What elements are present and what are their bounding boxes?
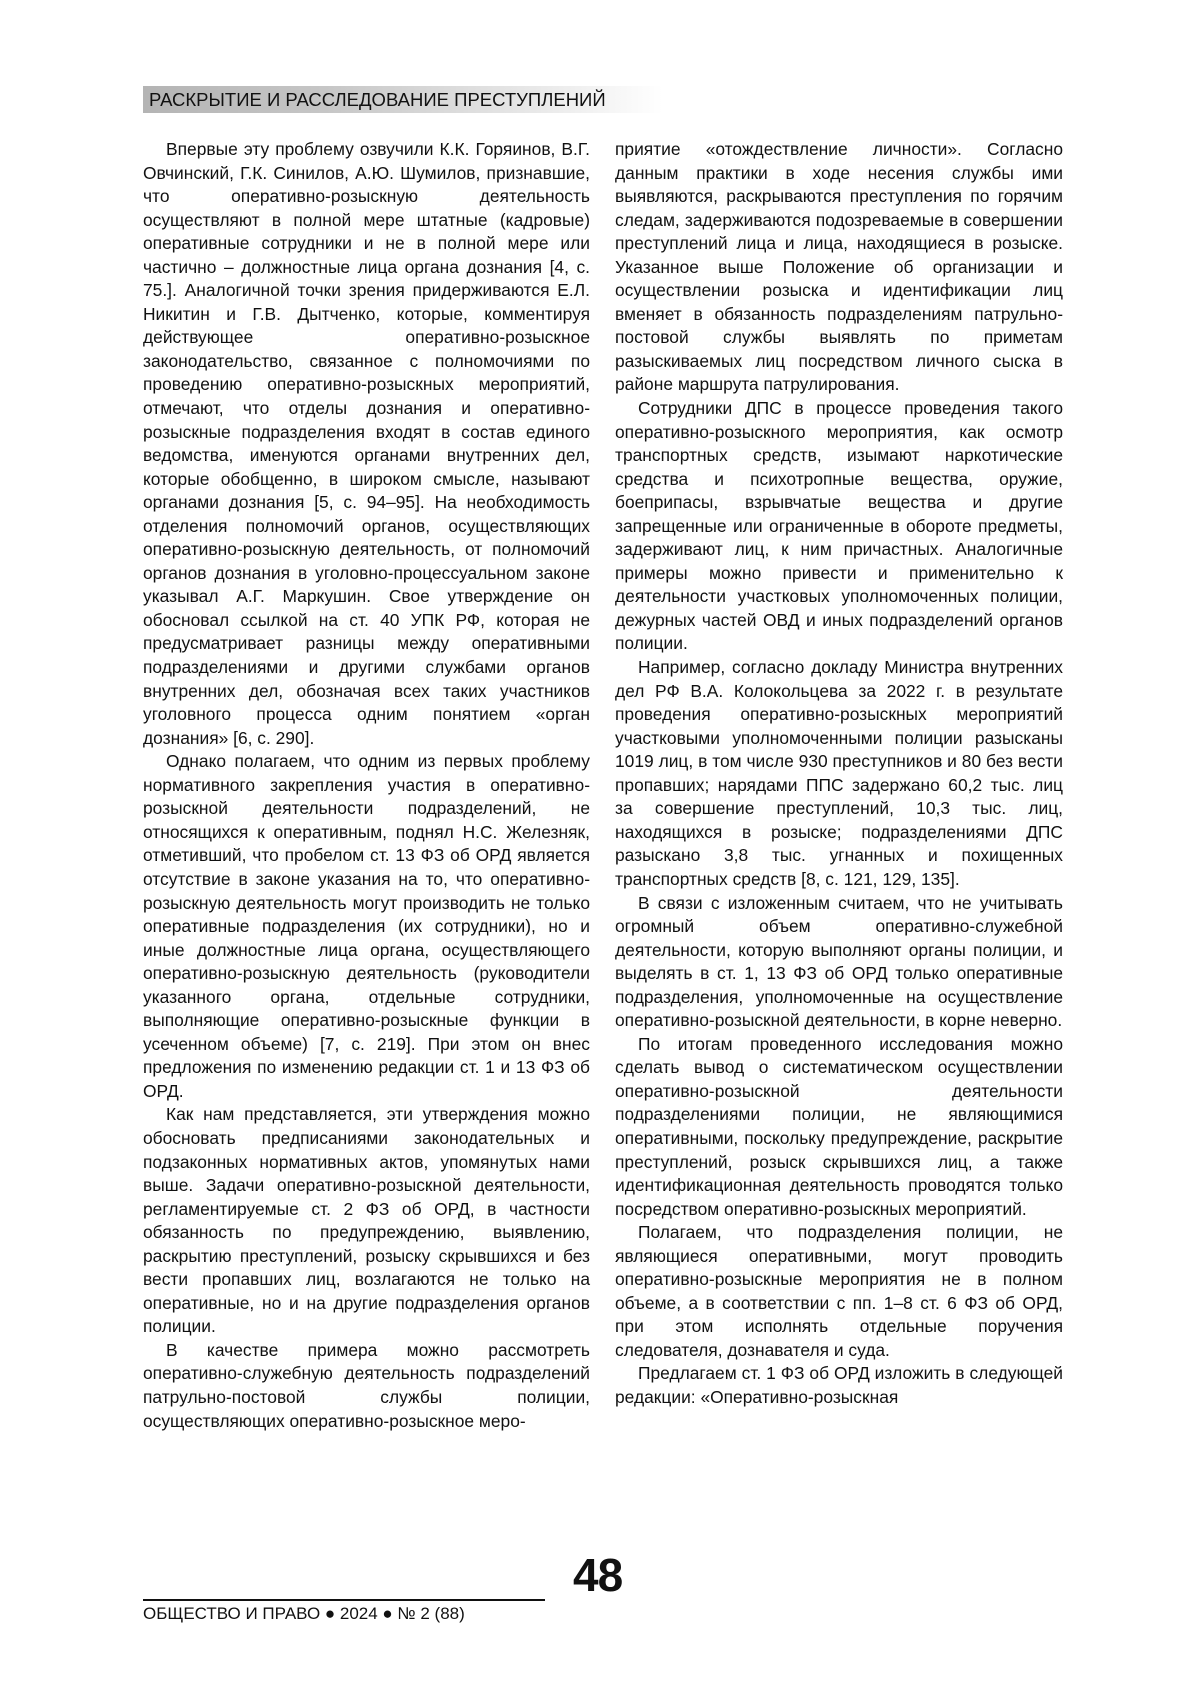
paragraph: В качестве примера можно рассмотреть оперативно-служебную деятельность подразделений патрульно-постовой службы полиции, осуществляющих оперативно-розыскное меро- (143, 1339, 590, 1431)
left-column (143, 138, 590, 1433)
paragraph: По итогам проведенного исследования можно сделать вывод о систематическом осуществлении оперативно-розыскной деятельности подразделениями полиции, не являющимися оперативными, поскольку предупреждение, раскрытие преступлений, розыск скрывшихся лиц, а также идентификационная деятельность проводятся только посредством оперативно-розыскных мероприятий. (615, 1033, 1063, 1219)
paragraph: Однако полагаем, что одним из первых проблему нормативного закрепления участия в оперативно-розыскной деятельности подразделений, не относящихся к оперативным, поднял Н.С. Железняк, отметивший, что пробелом ст. 13 ФЗ об ОРД является отсутствие в законе указания на то, что оперативно-розыскную деятельность могут производить не только оперативные подразделения (их сотрудники), но и иные должностные лица органа, осуществляющего оперативно-розыскную деятельность (руководители указанного органа, отдельные сотрудники, выполняющие оперативно-розыскные функции в усеченном объеме) [7, с. 219]. При этом он внес предложения по изменению редакции ст. 1 и 13 ФЗ об ОРД. (143, 751, 590, 1101)
journal-info: ОБЩЕСТВО И ПРАВО ● 2024 ● № 2 (88) (143, 1604, 465, 1623)
paragraph: Полагаем, что подразделения полиции, не являющиеся оперативными, могут проводить оперативно-розыскные мероприятия не в полном объеме, а в соответствии с пп. 1–8 ст. 6 ФЗ об ОРД, при этом исполнять отдельные поручения следователя, дознавателя и суда. (615, 1222, 1063, 1360)
paragraph: В связи с изложенным считаем, что не учитывать огромный объем оперативно-служебной деятельности, которую выполняют органы полиции, и выделять в ст. 1, 13 ФЗ об ОРД только оперативные подразделения, уполномоченные на осуществление оперативно-розыскной деятельности, в корне неверно. (615, 892, 1063, 1031)
paragraph: Как нам представляется, эти утверждения можно обосновать предписаниями законодательных и подзаконных нормативных актов, упомянутых нами выше. Задачи оперативно-розыскной деятельности, регламентируемые ст. 2 ФЗ об ОРД, в частности обязанность по предупреждению, выявлению, раскрытию преступлений, розыску скрывшихся и без вести пропавших лиц, возлагаются не только на оперативные, но и на другие подразделения органов полиции. (143, 1104, 590, 1337)
section-title: РАСКРЫТИЕ И РАССЛЕДОВАНИЕ ПРЕСТУПЛЕНИЙ (149, 89, 606, 110)
paragraph: Сотрудники ДПС в процессе проведения такого оперативно-розыскного мероприятия, как осмотр транспортных средств, изымают наркотические средства и психотропные вещества, оружие, боеприпасы, взрывчатые вещества и другие запрещенные или ограниченные в обороте предметы, задерживают лиц, к ним причастных. Аналогичные примеры можно привести и применительно к деятельности участковых уполномоченных полиции, дежурных частей ОВД и иных подразделений органов полиции. (615, 398, 1063, 654)
paragraph: Например, согласно докладу Министра внутренних дел РФ В.А. Колокольцева за 2022 г. в результате проведения оперативно-розыскных мероприятий участковыми уполномоченными полиции разысканы 1019 лиц, в том числе 930 преступников и 80 без вести пропавших; нарядами ППС задержано 60,2 тыс. лиц за совершение преступлений, 10,3 тыс. лиц, находящихся в розыске; подразделениями ДПС разыскано 3,8 тыс. угнанных и похищенных транспортных средств [8, с. 121, 129, 135]. (615, 657, 1063, 889)
paragraph: Впервые эту проблему озвучили К.К. Горяинов, В.Г. Овчинский, Г.К. Синилов, А.Ю. Шумилов, признавшие, что оперативно-розыскную деятельность осуществляют в полной мере штатные (кадровые) оперативные сотрудники и не в полной мере или частично – должностные лица органа дознания [4, с. 75.]. Аналогичной точки зрения придерживаются Е.Л. Никитин и Г.В. Дытченко, которые, комментируя действующее оперативно-розыскное законодательство, связанное с полномочиями по проведению оперативно-розыскных мероприятий, отмечают, что отделы дознания и оперативно-розыскные подразделения входят в состав единого ведомства, именуются органами внутренних дел, которые обобщенно, в широком смысле, называют органами дознания [5, с. 94–95]. На необходимость отделения полномочий органов, осуществляющих оперативно-розыскную деятельность, от полномочий органов дознания в уголовно-процессуальном законе указывал А.Г. Маркушин. Свое утверждение он обосновал ссылкой на ст. 40 УПК РФ, которая не предусматривает разницы между оперативными подразделениями и другими службами органов внутренних дел, обозначая всех таких участников уголовного процесса одним понятием «орган дознания» [6, с. 290]. (143, 139, 590, 748)
section-header (143, 86, 663, 113)
footer-divider (143, 1599, 545, 1601)
page-number: 48 (573, 1549, 623, 1601)
right-column (615, 138, 1063, 1410)
paragraph-continued: приятие «отождествление личности». Согласно данным практики в ходе несения службы ими выявляются, раскрываются преступления по горячим следам, задерживаются подозреваемые в совершении преступлений лица и лица, находящиеся в розыске. Указанное выше Положение об организации и осуществлении розыска и идентификации лиц вменяет в обязанность подразделениям патрульно-постовой службы выявлять по приметам разыскиваемых лиц посредством личного сыска в районе маршрута патрулирования. (615, 139, 1063, 395)
paragraph: Предлагаем ст. 1 ФЗ об ОРД изложить в следующей редакции: «Оперативно-розыскная (615, 1363, 1063, 1407)
